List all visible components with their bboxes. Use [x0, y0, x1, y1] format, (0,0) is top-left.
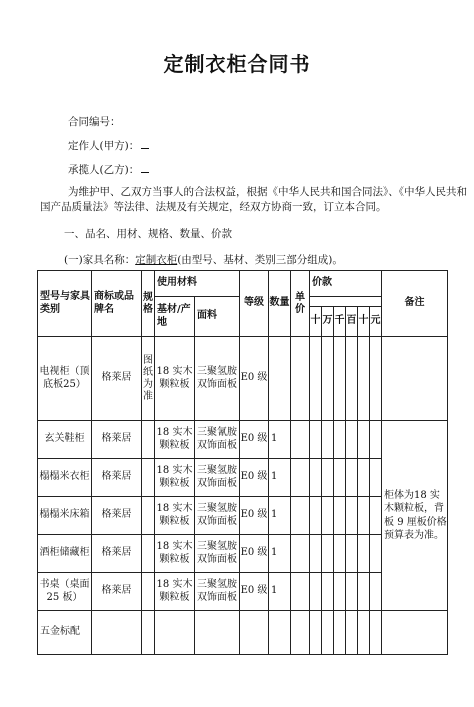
header-materials: 使用材料: [155, 271, 240, 297]
party-b-line: [68, 162, 149, 177]
row-cell: [195, 611, 240, 655]
row-type: 书桌（桌面 25 板）: [38, 573, 92, 611]
row-brand: 格莱居: [92, 535, 142, 573]
row-cell: [92, 611, 142, 655]
row-digit-cell: [346, 573, 358, 611]
header-grade: 等级: [240, 271, 269, 337]
row-qty: 1: [269, 421, 291, 459]
row-digit-cell: [370, 497, 382, 535]
row-grade: E0 级: [240, 573, 269, 611]
row-cell: [322, 611, 334, 655]
party-a-blank: [141, 138, 149, 149]
row-unit-price: [291, 421, 310, 459]
row-brand: 格莱居: [92, 337, 142, 421]
digit-ten-thousand-tens: 十: [310, 307, 322, 337]
row-spec: [142, 535, 155, 573]
header-brand: 商标或品牌名: [92, 271, 142, 337]
row-qty: 1: [269, 459, 291, 497]
row-cell: [291, 611, 310, 655]
row-surface: 三聚氢胺双饰面板: [195, 535, 240, 573]
document-title: 定制衣柜合同书: [163, 52, 311, 76]
row-qty: 1: [269, 535, 291, 573]
row-digit-cell: [334, 573, 346, 611]
row-cell: [269, 611, 291, 655]
row-type: 榻榻米衣柜: [38, 459, 92, 497]
furniture-name: 定制衣柜: [135, 254, 178, 266]
row-digit-cell: [322, 535, 334, 573]
row-digit-cell: [322, 497, 334, 535]
preamble-line-2: 国产品质量法》等法律、法规及有关规定，经双方协商一致，订立本合同。: [40, 201, 387, 213]
row-digit-cell: [370, 573, 382, 611]
row-digit-cell: [334, 497, 346, 535]
hardware-label: 五金标配: [38, 611, 92, 655]
header-amount: 价款: [310, 271, 382, 297]
header-surface: 面料: [195, 297, 240, 337]
row-base: 18 实木颗粒板: [155, 573, 195, 611]
table-row: [38, 611, 448, 655]
row-cell: [310, 611, 322, 655]
table-row: [38, 337, 448, 421]
row-brand: 格莱居: [92, 573, 142, 611]
row-grade: E0 级: [240, 421, 269, 459]
row-unit-price: [291, 535, 310, 573]
row-brand: 格莱居: [92, 497, 142, 535]
row-type: 酒柜储藏柜: [38, 535, 92, 573]
row-digit-cell: [310, 421, 322, 459]
digit-hundred: 百: [346, 307, 358, 337]
row-digit-cell: [346, 337, 358, 421]
row-unit-price: [291, 337, 310, 421]
row-digit-cell: [346, 497, 358, 535]
row-grade: E0 级: [240, 497, 269, 535]
row-spec: 图纸为准: [142, 337, 155, 421]
row-surface: 三聚氢胺双饰面板: [195, 459, 240, 497]
row-digit-cell: [358, 535, 370, 573]
subsection-prefix: (一)家具名称：: [64, 254, 136, 266]
row-digit-cell: [334, 337, 346, 421]
digit-yuan: 元: [370, 307, 382, 337]
row-base: 18 实木颗粒板: [155, 497, 195, 535]
table-row: [38, 421, 448, 459]
row-spec: [142, 573, 155, 611]
row-remark: [382, 337, 448, 421]
product-table: [37, 270, 448, 655]
row-qty: 1: [269, 573, 291, 611]
row-grade: E0 级: [240, 535, 269, 573]
party-b-blank: [141, 162, 149, 173]
header-base: 基材/产地: [155, 297, 195, 337]
party-b-label: 承揽人(乙方)：: [68, 164, 140, 176]
row-base: 18 实木颗粒板: [155, 421, 195, 459]
remark-note: 柜体为18 实木颗粒板，背板 9 厘板价格预算表为准。: [382, 421, 448, 611]
row-brand: 格莱居: [92, 459, 142, 497]
row-digit-cell: [346, 459, 358, 497]
row-cell: [346, 611, 358, 655]
row-type: 玄关鞋柜: [38, 421, 92, 459]
row-digit-cell: [370, 535, 382, 573]
row-unit-price: [291, 459, 310, 497]
row-digit-cell: [334, 459, 346, 497]
row-type: 榻榻米床箱: [38, 497, 92, 535]
row-digit-cell: [334, 535, 346, 573]
party-a-label: 定作人(甲方)：: [68, 140, 140, 152]
preamble-line-1: 为维护甲、乙双方当事人的合法权益，根据《中华人民共和国合同法》、《中华人民共和: [68, 186, 467, 198]
amount-spacer: [310, 297, 382, 307]
row-digit-cell: [370, 459, 382, 497]
row-cell: [155, 611, 195, 655]
row-spec: [142, 421, 155, 459]
row-brand: 格莱居: [92, 421, 142, 459]
row-digit-cell: [370, 421, 382, 459]
row-digit-cell: [322, 459, 334, 497]
row-unit-price: [291, 497, 310, 535]
row-digit-cell: [346, 421, 358, 459]
row-base: 18 实木颗粒板: [155, 459, 195, 497]
header-spec: 规格: [142, 271, 155, 337]
row-surface: 三聚氢胺双饰面板: [195, 337, 240, 421]
section-heading: 一、品名、用材、规格、数量、价款: [64, 228, 232, 240]
row-cell: [382, 611, 448, 655]
row-grade: E0 级: [240, 459, 269, 497]
row-spec: [142, 459, 155, 497]
header-remark: 备注: [382, 271, 448, 337]
row-digit-cell: [322, 421, 334, 459]
row-cell: [142, 611, 155, 655]
row-digit-cell: [310, 459, 322, 497]
row-digit-cell: [370, 337, 382, 421]
row-digit-cell: [358, 421, 370, 459]
row-unit-price: [291, 573, 310, 611]
row-surface: 三聚氢胺双饰面板: [195, 573, 240, 611]
row-digit-cell: [322, 573, 334, 611]
row-digit-cell: [358, 337, 370, 421]
row-digit-cell: [358, 573, 370, 611]
row-qty: [269, 337, 291, 421]
party-a-line: [68, 138, 149, 153]
header-qty: 数量: [269, 271, 291, 337]
digit-ten: 十: [358, 307, 370, 337]
row-digit-cell: [358, 497, 370, 535]
row-digit-cell: [358, 459, 370, 497]
row-surface: 三聚氰胺双饰面板: [195, 421, 240, 459]
digit-ten-thousand: 万: [322, 307, 334, 337]
row-base: 18 实木颗粒板: [155, 535, 195, 573]
subsection-suffix: (由型号、基材、类别三部分组成)。: [177, 254, 343, 266]
row-cell: [334, 611, 346, 655]
row-digit-cell: [310, 337, 322, 421]
row-spec: [142, 497, 155, 535]
row-base: 18 实木颗粒板: [155, 337, 195, 421]
row-qty: 1: [269, 497, 291, 535]
row-cell: [358, 611, 370, 655]
row-digit-cell: [322, 337, 334, 421]
row-type: 电视柜（顶底板25）: [38, 337, 92, 421]
row-digit-cell: [310, 535, 322, 573]
subsection-line: [64, 252, 343, 267]
header-unit-price: 单价: [291, 271, 310, 337]
row-digit-cell: [310, 573, 322, 611]
row-digit-cell: [346, 535, 358, 573]
digit-thousand: 千: [334, 307, 346, 337]
row-grade: E0 级: [240, 337, 269, 421]
row-cell: [370, 611, 382, 655]
row-surface: 三聚氢胺双饰面板: [195, 497, 240, 535]
row-digit-cell: [310, 497, 322, 535]
row-cell: [240, 611, 269, 655]
row-digit-cell: [334, 421, 346, 459]
contract-number-label: 合同编号：: [68, 116, 121, 128]
header-type: 型号与家具类别: [38, 271, 92, 337]
